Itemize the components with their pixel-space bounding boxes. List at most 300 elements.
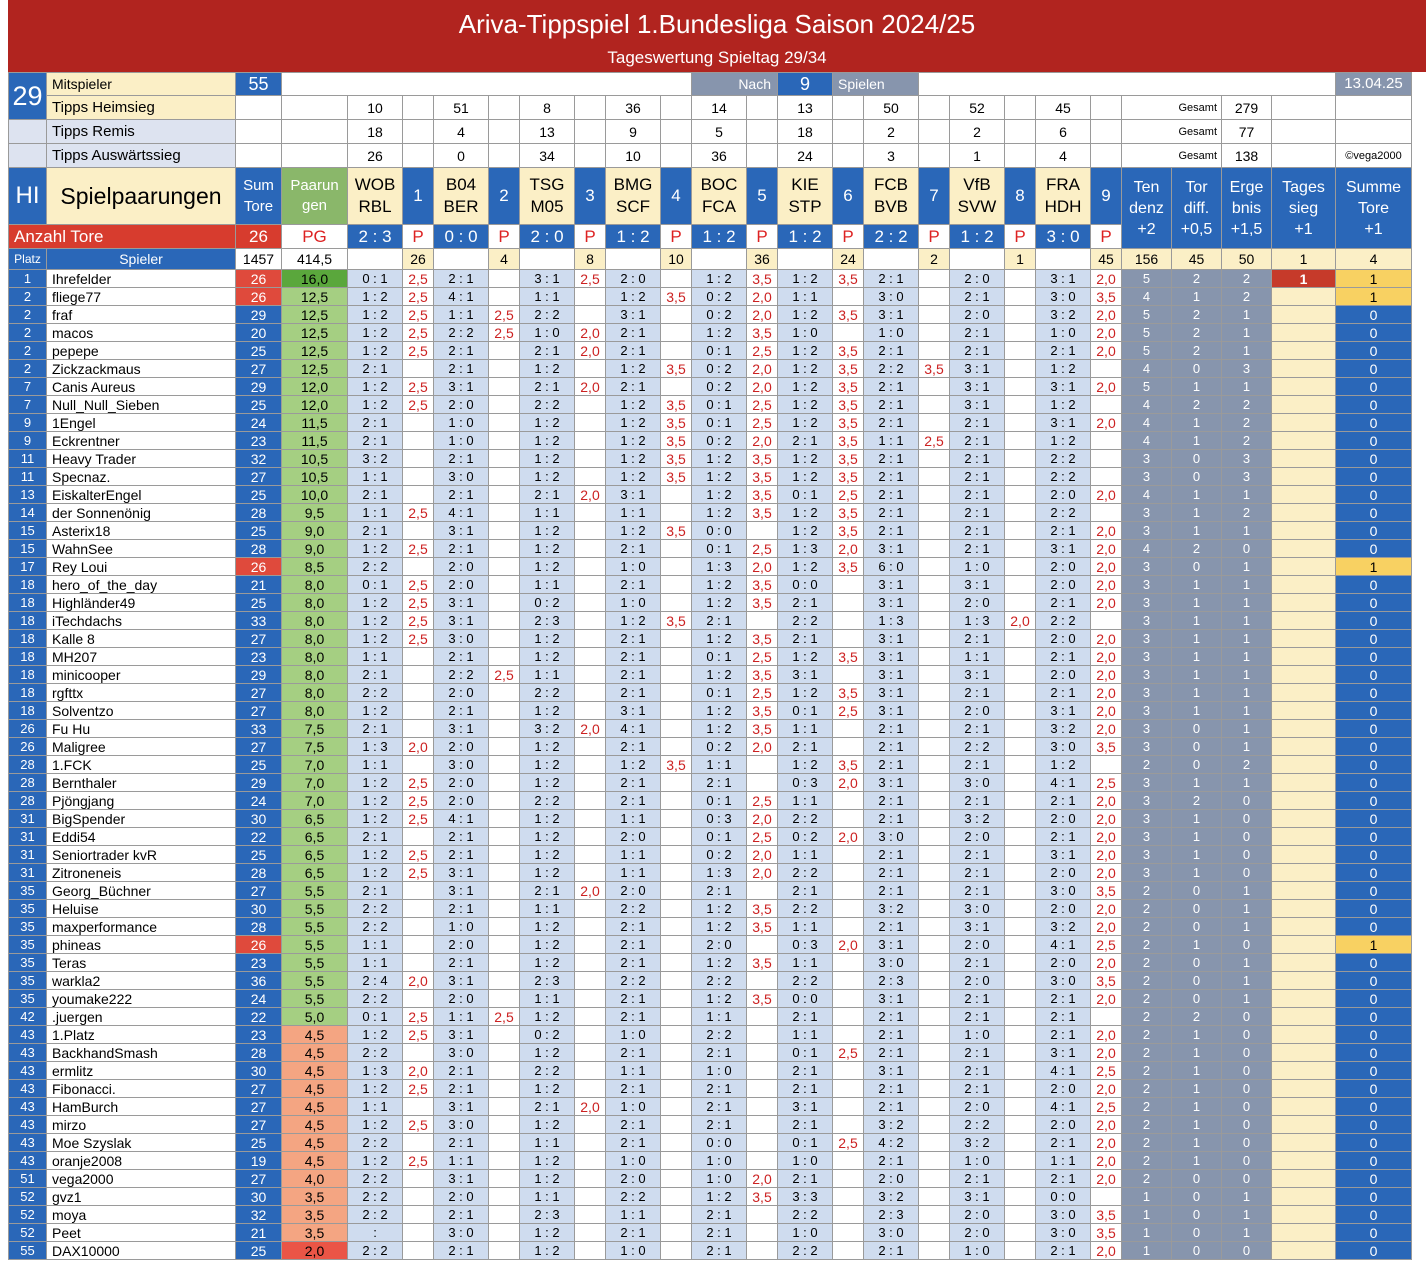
tip-points <box>575 1152 606 1170</box>
tip-score: 2 : 1 <box>434 540 489 558</box>
tip-score: 2 : 1 <box>434 1242 489 1260</box>
tip-score: 2 : 0 <box>606 828 661 846</box>
ergebnis-pts: 2 <box>1222 756 1272 774</box>
player-name: der Sonnenönig <box>47 504 236 522</box>
tip-points <box>403 1044 434 1062</box>
summetore-pts: 0 <box>1336 1026 1412 1044</box>
player-row <box>9 576 1412 594</box>
tip-points <box>919 1026 950 1044</box>
player-rank: 43 <box>9 1080 47 1098</box>
tendenz-pts: 1 <box>1122 1206 1172 1224</box>
player-name: Maligree <box>47 738 236 756</box>
tip-points: 2,5 <box>403 1026 434 1044</box>
tip-score: 1 : 2 <box>692 486 747 504</box>
blank-cell <box>282 120 348 144</box>
tip-points <box>661 342 692 360</box>
tip-score: 0 : 2 <box>692 738 747 756</box>
player-rank: 15 <box>9 540 47 558</box>
player-rank: 28 <box>9 774 47 792</box>
tip-score: 2 : 1 <box>864 522 919 540</box>
gesamt-value: 77 <box>1222 120 1272 144</box>
tendenz-pts: 2 <box>1122 882 1172 900</box>
tip-points: 3,5 <box>833 756 864 774</box>
tip-points: 2,5 <box>747 342 778 360</box>
tip-points <box>489 792 520 810</box>
player-sumtore: 23 <box>236 648 282 666</box>
tip-score: 1 : 0 <box>950 1242 1005 1260</box>
tip-points <box>1005 594 1036 612</box>
tip-points <box>919 612 950 630</box>
tip-score: 2 : 1 <box>606 666 661 684</box>
player-name: gvz1 <box>47 1188 236 1206</box>
tip-score: 2 : 1 <box>434 1206 489 1224</box>
tip-score: 1 : 1 <box>778 792 833 810</box>
tip-score: 1 : 2 <box>348 1152 403 1170</box>
tip-score: 2 : 1 <box>950 1170 1005 1188</box>
tip-points: 3,5 <box>1091 738 1122 756</box>
ergebnis-pts: 0 <box>1222 1242 1272 1260</box>
player-rank: 35 <box>9 936 47 954</box>
player-row <box>9 324 1412 342</box>
player-pg: 12,5 <box>282 360 348 378</box>
tip-score: 1 : 2 <box>348 702 403 720</box>
tip-score: 3 : 1 <box>864 1062 919 1080</box>
tip-score: 2 : 1 <box>950 846 1005 864</box>
tip-score: 2 : 2 <box>950 738 1005 756</box>
tip-score: 2 : 1 <box>434 1134 489 1152</box>
tip-score: 2 : 2 <box>348 684 403 702</box>
tip-score: 2 : 1 <box>778 1170 833 1188</box>
tip-points <box>661 486 692 504</box>
player-sumtore: 27 <box>236 1170 282 1188</box>
tip-score: 1 : 3 <box>864 612 919 630</box>
player-rank: 2 <box>9 360 47 378</box>
tip-points <box>1005 864 1036 882</box>
tip-score: 1 : 0 <box>606 594 661 612</box>
title-banner <box>8 0 1426 72</box>
tip-score: 3 : 2 <box>1036 306 1091 324</box>
ergebnis-pts: 1 <box>1222 558 1272 576</box>
tip-points <box>489 1080 520 1098</box>
ergebnis-h2: bnis <box>1231 199 1262 217</box>
tip-points: 2,0 <box>1091 810 1122 828</box>
tip-points <box>489 972 520 990</box>
game-2-teams <box>434 168 489 225</box>
tip-points <box>833 1062 864 1080</box>
tip-points <box>1005 450 1036 468</box>
tordiff-pts: 1 <box>1172 702 1222 720</box>
player-pg: 8,0 <box>282 684 348 702</box>
tip-count: 4 <box>1036 144 1091 168</box>
tip-points <box>1005 900 1036 918</box>
summetore-pts: 0 <box>1336 864 1412 882</box>
player-pg: 8,0 <box>282 648 348 666</box>
player-row <box>9 648 1412 666</box>
tip-score: 2 : 1 <box>950 468 1005 486</box>
tip-points: 3,5 <box>833 396 864 414</box>
tendenz-pts: 4 <box>1122 360 1172 378</box>
tip-score: 4 : 1 <box>434 288 489 306</box>
tip-points: 2,5 <box>403 1008 434 1026</box>
tip-points <box>1005 1044 1036 1062</box>
tip-points: 3,5 <box>833 270 864 288</box>
tip-points <box>661 954 692 972</box>
tip-score: 2 : 1 <box>434 1062 489 1080</box>
away-team: HDH <box>1044 197 1082 216</box>
tip-score: 2 : 3 <box>864 1206 919 1224</box>
tip-points <box>919 1242 950 1260</box>
player-row <box>9 918 1412 936</box>
tip-score: 1 : 2 <box>778 684 833 702</box>
player-name: Asterix18 <box>47 522 236 540</box>
player-name: HamBurch <box>47 1098 236 1116</box>
tip-score: 0 : 3 <box>692 810 747 828</box>
gesamt-value: 279 <box>1222 96 1272 120</box>
ergebnis-pts: 1 <box>1222 1188 1272 1206</box>
tip-score: 2 : 2 <box>520 306 575 324</box>
matchday-number: 29 <box>9 73 47 120</box>
tendenz-pts: 4 <box>1122 414 1172 432</box>
player-row <box>9 1044 1412 1062</box>
tip-points: 2,0 <box>575 342 606 360</box>
tagessieg-pts <box>1272 882 1336 900</box>
tip-score: 2 : 1 <box>864 810 919 828</box>
tip-score: 3 : 1 <box>864 630 919 648</box>
player-row <box>9 774 1412 792</box>
summetore-pts: 1 <box>1336 936 1412 954</box>
tip-score: 2 : 1 <box>434 270 489 288</box>
tagessieg-pts <box>1272 468 1336 486</box>
tip-points <box>833 954 864 972</box>
blank-cell <box>661 96 692 120</box>
tip-score: 2 : 2 <box>520 1062 575 1080</box>
tip-score: 2 : 1 <box>864 756 919 774</box>
tip-score: 1 : 1 <box>348 756 403 774</box>
tip-score: 1 : 2 <box>606 612 661 630</box>
tip-score: 2 : 4 <box>348 972 403 990</box>
tip-score: 1 : 2 <box>606 360 661 378</box>
tip-score: 3 : 1 <box>434 1026 489 1044</box>
tendenz-pts: 3 <box>1122 612 1172 630</box>
tip-points <box>661 1206 692 1224</box>
tip-points: 3,5 <box>661 756 692 774</box>
tip-score: 3 : 1 <box>434 864 489 882</box>
tip-score: 0 : 0 <box>1036 1188 1091 1206</box>
tip-score: 3 : 2 <box>864 1116 919 1134</box>
tip-points <box>1005 828 1036 846</box>
tip-points <box>403 414 434 432</box>
tip-points <box>661 1062 692 1080</box>
player-sumtore: 29 <box>236 774 282 792</box>
ergebnis-pts: 1 <box>1222 972 1272 990</box>
tip-points: 2,0 <box>1091 954 1122 972</box>
tip-score: 2 : 2 <box>778 810 833 828</box>
blank-cell <box>1005 144 1036 168</box>
tendenz-pts: 3 <box>1122 522 1172 540</box>
summetore-pts: 0 <box>1336 648 1412 666</box>
player-name: rgfttx <box>47 684 236 702</box>
player-name: iTechdachs <box>47 612 236 630</box>
player-rank: 51 <box>9 1170 47 1188</box>
tip-points: 3,5 <box>747 1188 778 1206</box>
tagessieg-pts <box>1272 1242 1336 1260</box>
player-pg: 7,0 <box>282 792 348 810</box>
tordiff-pts: 1 <box>1172 504 1222 522</box>
player-name: 1.Platz <box>47 1026 236 1044</box>
player-name: minicooper <box>47 666 236 684</box>
tip-points <box>1005 1224 1036 1242</box>
player-name: Georg_Büchner <box>47 882 236 900</box>
tip-points <box>1005 720 1036 738</box>
tip-points <box>1005 1170 1036 1188</box>
summetore-pts: 0 <box>1336 378 1412 396</box>
tordiff-pts: 0 <box>1172 1224 1222 1242</box>
tip-score: 3 : 1 <box>1036 270 1091 288</box>
tip-score: 3 : 2 <box>864 1188 919 1206</box>
tip-score: 3 : 1 <box>778 1098 833 1116</box>
game-6-teams <box>778 168 833 225</box>
p-label: P <box>1005 225 1036 249</box>
nach-count: 9 <box>778 73 833 96</box>
player-rank: 35 <box>9 954 47 972</box>
tip-points <box>1005 486 1036 504</box>
tip-score: 2 : 0 <box>1036 864 1091 882</box>
tip-score: 2 : 2 <box>348 1242 403 1260</box>
player-pg: 12,0 <box>282 378 348 396</box>
tip-points: 2,5 <box>489 666 520 684</box>
tip-score: 2 : 1 <box>778 1080 833 1098</box>
tip-points <box>575 936 606 954</box>
tip-count: 3 <box>864 144 919 168</box>
tip-score: 1 : 1 <box>434 1008 489 1026</box>
tip-score: 0 : 2 <box>778 828 833 846</box>
tip-points <box>489 414 520 432</box>
p-label: P <box>1091 225 1122 249</box>
tip-points: 2,0 <box>1091 324 1122 342</box>
tordiff-pts: 1 <box>1172 594 1222 612</box>
tip-points <box>661 1116 692 1134</box>
tordiff-pts: 1 <box>1172 936 1222 954</box>
tip-points: 2,0 <box>747 558 778 576</box>
away-team: STP <box>788 197 822 216</box>
player-pg: 9,0 <box>282 540 348 558</box>
player-sumtore: 29 <box>236 666 282 684</box>
player-name: Highländer49 <box>47 594 236 612</box>
player-name: DAX10000 <box>47 1242 236 1260</box>
tordiff-pts: 1 <box>1172 1134 1222 1152</box>
player-row <box>9 756 1412 774</box>
tip-score: 1 : 2 <box>1036 396 1091 414</box>
tip-count: 8 <box>520 96 575 120</box>
tip-score: 1 : 0 <box>778 1152 833 1170</box>
player-rank: 2 <box>9 324 47 342</box>
player-rank: 52 <box>9 1206 47 1224</box>
tip-points <box>403 1206 434 1224</box>
nach-label: Nach <box>692 73 778 96</box>
tip-score: 2 : 2 <box>348 990 403 1008</box>
tip-points <box>919 864 950 882</box>
tip-score: 1 : 2 <box>520 1224 575 1242</box>
tip-score: 3 : 1 <box>864 990 919 1008</box>
tip-points: 3,5 <box>661 414 692 432</box>
player-sumtore: 26 <box>236 270 282 288</box>
tip-score: 3 : 0 <box>434 1224 489 1242</box>
tip-points: 2,5 <box>403 1152 434 1170</box>
tip-score: 2 : 0 <box>434 576 489 594</box>
player-row <box>9 666 1412 684</box>
blank-cell <box>282 73 692 96</box>
player-sumtore: 25 <box>236 1134 282 1152</box>
player-row <box>9 558 1412 576</box>
summetore-pts: 0 <box>1336 414 1412 432</box>
tip-points: 2,5 <box>747 792 778 810</box>
paarungen-h1: Paarun <box>290 177 339 194</box>
summetore-pts: 0 <box>1336 900 1412 918</box>
tip-points <box>489 270 520 288</box>
player-pg: 6,5 <box>282 828 348 846</box>
player-pg: 7,0 <box>282 774 348 792</box>
tip-score: 2 : 1 <box>950 720 1005 738</box>
tip-score: 2 : 1 <box>950 792 1005 810</box>
tip-points <box>833 972 864 990</box>
player-pg: 10,5 <box>282 450 348 468</box>
tip-count: 1 <box>950 144 1005 168</box>
tip-points <box>661 738 692 756</box>
ergebnis-pts: 0 <box>1222 1170 1272 1188</box>
tip-score: 0 : 2 <box>692 306 747 324</box>
tip-score: 2 : 3 <box>864 972 919 990</box>
tip-points <box>1005 990 1036 1008</box>
tendenz-pts: 1 <box>1122 1224 1172 1242</box>
tip-points: 2,5 <box>575 270 606 288</box>
player-pg: 16,0 <box>282 270 348 288</box>
standings-table <box>8 72 1412 1260</box>
tendenz-pts: 3 <box>1122 576 1172 594</box>
tip-points <box>575 918 606 936</box>
tip-points <box>489 540 520 558</box>
tip-points <box>489 702 520 720</box>
player-pg: 5,5 <box>282 972 348 990</box>
tip-score: 2 : 1 <box>434 954 489 972</box>
game-number: 4 <box>661 168 692 225</box>
player-name: vega2000 <box>47 1170 236 1188</box>
p-label: P <box>747 225 778 249</box>
tip-score: 2 : 1 <box>1036 1242 1091 1260</box>
tip-count: 18 <box>348 120 403 144</box>
tip-points <box>1091 612 1122 630</box>
tendenz-h2: denz <box>1129 199 1164 217</box>
tip-points: 3,5 <box>747 486 778 504</box>
player-row <box>9 738 1412 756</box>
tip-score: 2 : 2 <box>348 1134 403 1152</box>
player-pg: 5,5 <box>282 990 348 1008</box>
blank-cell <box>489 120 520 144</box>
tip-score: 3 : 1 <box>778 666 833 684</box>
player-rank: 2 <box>9 306 47 324</box>
tip-score: 2 : 1 <box>1036 1134 1091 1152</box>
player-sumtore: 30 <box>236 1062 282 1080</box>
player-row <box>9 1134 1412 1152</box>
tip-score: 2 : 1 <box>778 432 833 450</box>
tip-points <box>661 306 692 324</box>
game-result: 1 : 2 <box>778 225 833 249</box>
tip-points <box>575 828 606 846</box>
ergebnis-pts: 0 <box>1222 1044 1272 1062</box>
tip-points <box>1005 306 1036 324</box>
tagessieg-pts <box>1272 846 1336 864</box>
tordiff-pts: 1 <box>1172 288 1222 306</box>
tip-score: 2 : 2 <box>778 1242 833 1260</box>
tip-points <box>833 1188 864 1206</box>
tip-points <box>403 1170 434 1188</box>
ergebnis-pts: 0 <box>1222 936 1272 954</box>
tip-points <box>489 1134 520 1152</box>
tip-points <box>489 504 520 522</box>
tip-points <box>919 1188 950 1206</box>
blank-cell <box>282 144 348 168</box>
tip-score: 2 : 1 <box>520 486 575 504</box>
tip-points: 2,0 <box>1005 612 1036 630</box>
tip-score: 2 : 0 <box>1036 576 1091 594</box>
tip-score: 2 : 1 <box>434 360 489 378</box>
tip-points <box>661 648 692 666</box>
tip-score: 3 : 1 <box>864 594 919 612</box>
tip-score: 1 : 2 <box>606 450 661 468</box>
player-row <box>9 1026 1412 1044</box>
tip-score: 3 : 1 <box>864 666 919 684</box>
player-pg: 8,0 <box>282 666 348 684</box>
tagessieg-pts <box>1272 1026 1336 1044</box>
tip-points: 2,5 <box>403 342 434 360</box>
tip-score: 1 : 2 <box>520 522 575 540</box>
player-rank: 31 <box>9 810 47 828</box>
tip-points <box>489 612 520 630</box>
tip-score: 1 : 2 <box>606 522 661 540</box>
player-name: oranje2008 <box>47 1152 236 1170</box>
summetore-pts: 0 <box>1336 684 1412 702</box>
tip-score: 1 : 0 <box>606 1026 661 1044</box>
tip-score: 3 : 1 <box>950 918 1005 936</box>
tip-points: 2,5 <box>403 810 434 828</box>
ergebnis-h3: +1,5 <box>1230 220 1263 238</box>
tip-score: 3 : 0 <box>950 774 1005 792</box>
summetore-pts: 0 <box>1336 756 1412 774</box>
tip-points <box>919 1152 950 1170</box>
player-sumtore: 21 <box>236 1224 282 1242</box>
player-name: Null_Null_Sieben <box>47 396 236 414</box>
blank-cell <box>919 73 1336 96</box>
tip-points <box>403 360 434 378</box>
tip-points <box>747 1044 778 1062</box>
tagessieg-pts <box>1272 450 1336 468</box>
tip-score: 1 : 2 <box>692 1188 747 1206</box>
sumtore-header <box>236 168 282 225</box>
player-name: 1Engel <box>47 414 236 432</box>
tip-score: 2 : 1 <box>606 1080 661 1098</box>
tendenz-pts: 3 <box>1122 666 1172 684</box>
tip-points <box>575 576 606 594</box>
tip-score: 2 : 1 <box>950 756 1005 774</box>
tip-score: 1 : 2 <box>692 666 747 684</box>
game-result: 1 : 2 <box>950 225 1005 249</box>
tip-points <box>661 936 692 954</box>
player-pg: 7,5 <box>282 720 348 738</box>
ergebnis-h1: Erge <box>1229 178 1264 196</box>
player-rank: 31 <box>9 846 47 864</box>
tip-score: 1 : 3 <box>348 738 403 756</box>
tip-score: 1 : 2 <box>692 504 747 522</box>
tip-score: 3 : 1 <box>434 522 489 540</box>
